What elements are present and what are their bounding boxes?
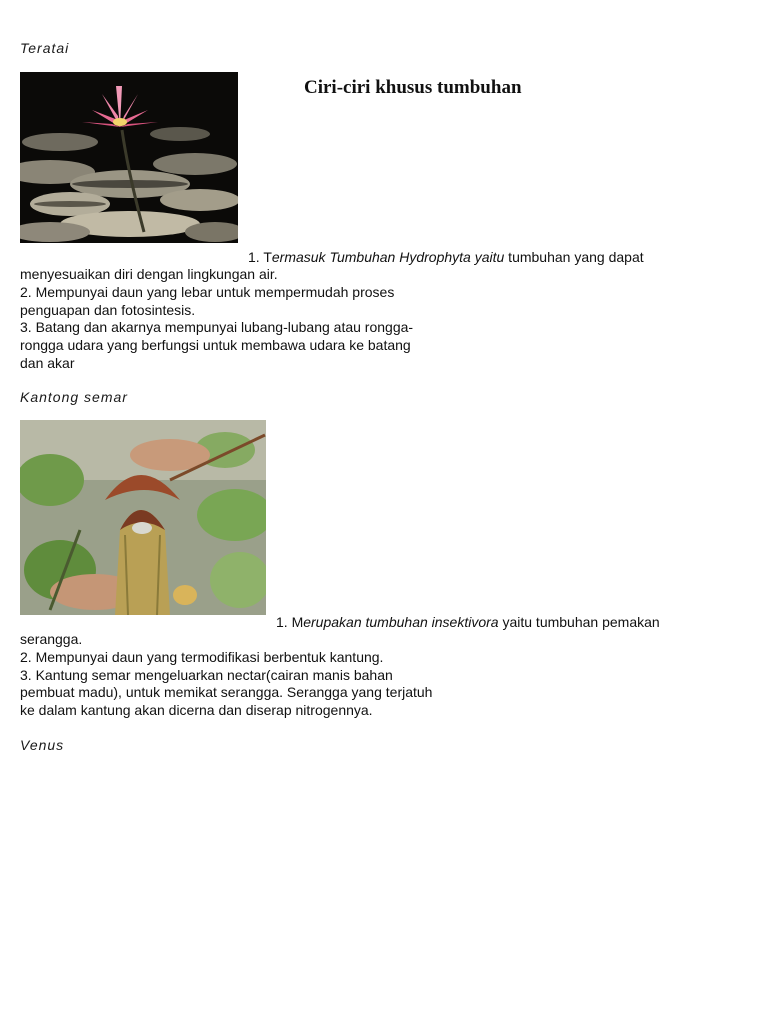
text-line: dan akar <box>20 354 75 371</box>
text-line: 2. Mempunyai daun yang lebar untuk mempermudah proses <box>20 283 395 300</box>
page-title: Ciri-ciri khusus tumbuhan <box>304 77 522 98</box>
text-line: 2. Mempunyai daun yang termodifikasi berbentuk kantung. <box>20 648 384 665</box>
text-line: menyesuaikan diri dengan lingkungan air. <box>20 266 278 282</box>
text-line: 3. Batang dan akarnya mempunyai lubang-lubang atau rongga- <box>20 319 414 336</box>
water-lily-photo <box>20 72 238 243</box>
kantong-description <box>20 631 432 720</box>
text-line: rongga udara yang berfungsi untuk membawa udara ke batang <box>20 337 411 354</box>
kantong-point-1-start <box>276 614 660 630</box>
section-label-venus: Venus <box>20 737 65 753</box>
pitcher-plant-image-icon <box>20 420 266 615</box>
kantong-point-1-rest: yaitu tumbuhan pemakan <box>498 614 660 630</box>
teratai-description <box>20 266 413 373</box>
text-line: penguapan dan fotosintesis. <box>20 301 196 318</box>
kantong-point-1-number: 1. M <box>276 614 304 630</box>
text-line: serangga. <box>20 631 83 647</box>
kantong-point-1-italic: erupakan tumbuhan insektivora <box>303 614 499 630</box>
section-label-kantong-semar: Kantong semar <box>20 389 128 405</box>
text-line: pembuat madu), untuk memikat serangga. Serangga yang terjatuh <box>20 684 433 701</box>
teratai-point-1-number: 1. T <box>248 249 272 265</box>
water-lily-image-icon <box>20 72 238 243</box>
teratai-point-1-italic: ermasuk Tumbuhan Hydrophyta yaitu <box>271 249 505 265</box>
text-line: 3. Kantung semar mengeluarkan nectar(cairan manis bahan <box>20 666 393 683</box>
teratai-point-1-start <box>248 249 644 265</box>
text-line: ke dalam kantung akan dicerna dan diserap nitrogennya. <box>20 702 373 719</box>
pitcher-plant-photo <box>20 420 266 615</box>
teratai-point-1-rest: tumbuhan yang dapat <box>504 249 644 265</box>
section-label-teratai: Teratai <box>20 40 70 56</box>
